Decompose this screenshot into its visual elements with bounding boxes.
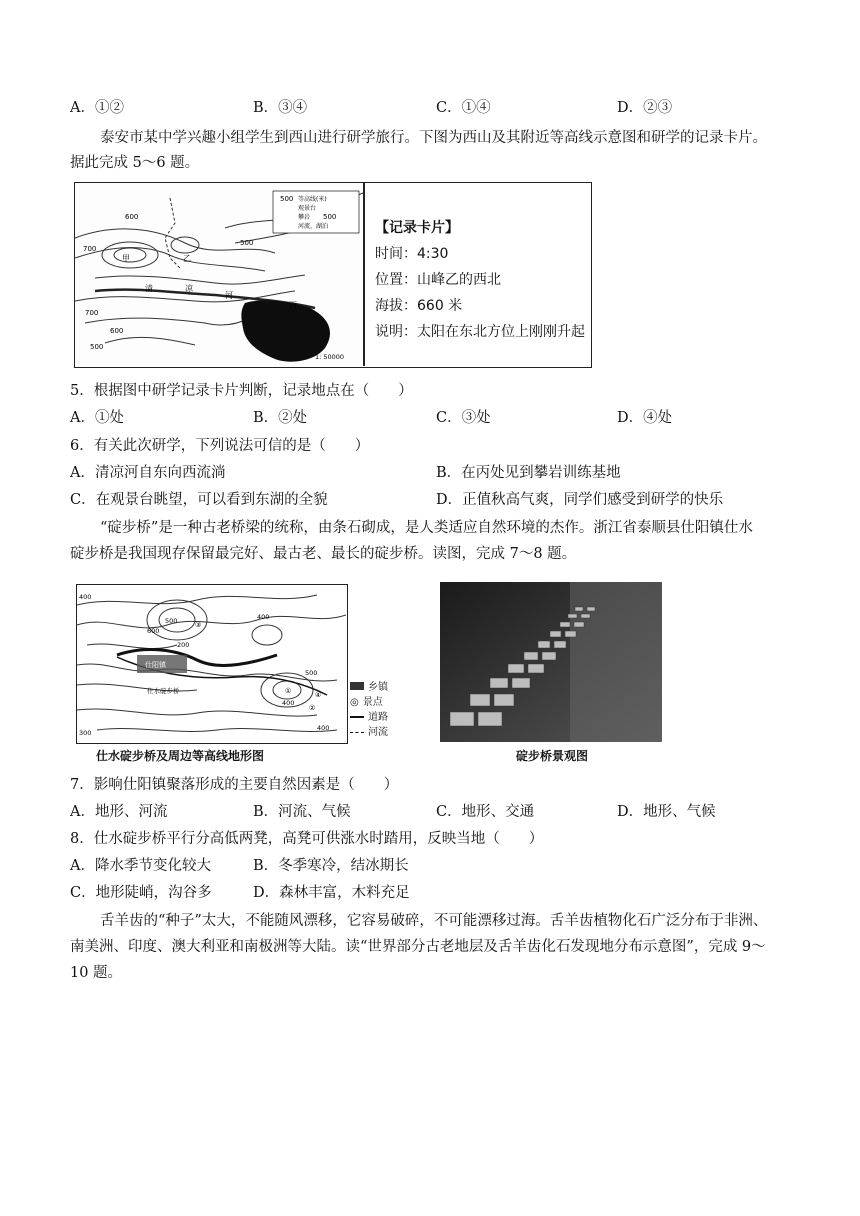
bridge-label: 仕水碇步桥 bbox=[147, 687, 180, 695]
q5-option-b: B．②处 bbox=[253, 410, 308, 426]
intro1-line2: 据此完成 5～6 题。 bbox=[70, 155, 200, 171]
q6-option-b: B．在丙处见到攀岩训练基地 bbox=[436, 465, 621, 481]
divider bbox=[363, 183, 365, 366]
record-card bbox=[375, 215, 585, 345]
q7-option-b: B．河流、气候 bbox=[253, 804, 351, 820]
q4-option-c: C．①④ bbox=[436, 100, 491, 116]
q8-stem: 8．仕水碇步桥平行分高低两凳，高凳可供涨水时踏用，反映当地（ ） bbox=[70, 831, 544, 847]
intro1-line1: 泰安市某中学兴趣小组学生到西山进行研学旅行。下图为西山及其附近等高线示意图和研学的记录卡片。 bbox=[100, 130, 767, 146]
legend-river: 河流 bbox=[368, 727, 388, 738]
legend-spot: 景点 bbox=[362, 697, 383, 708]
contour-map bbox=[75, 183, 363, 366]
q6-option-a: A．清凉河自东向西流淌 bbox=[70, 465, 226, 481]
q6-option-d: D．正值秋高气爽，同学们感受到研学的快乐 bbox=[436, 492, 724, 508]
card-line-location: 位置：山峰乙的西北 bbox=[375, 272, 501, 288]
peak-jia: 甲 bbox=[122, 254, 130, 263]
legend-water: 河流、湖泊 bbox=[298, 223, 329, 230]
contour-label: 500 bbox=[305, 669, 318, 677]
legend-contour: 等高线(米) bbox=[298, 196, 327, 203]
card-line-note: 说明：太阳在东北方位上刚刚升起 bbox=[375, 324, 585, 340]
legend-climb: 攀岩 bbox=[298, 214, 311, 221]
q5-option-a: A．①处 bbox=[70, 410, 124, 426]
contour-label: 600 bbox=[125, 213, 139, 221]
peak-yi: 乙 bbox=[183, 254, 191, 263]
contour-label: 700 bbox=[83, 245, 97, 253]
river-label: 清 bbox=[145, 284, 153, 293]
q8-option-c: C．地形陡峭，沟谷多 bbox=[70, 885, 212, 901]
q7-stem: 7．影响仕阳镇聚落形成的主要自然因素是（ ） bbox=[70, 777, 399, 793]
river-label: 河 bbox=[225, 291, 233, 300]
q7-option-c: C．地形、交通 bbox=[436, 804, 535, 820]
q8-option-d: D．森林丰富，木料充足 bbox=[253, 885, 410, 901]
q5-option-c: C．③处 bbox=[436, 410, 491, 426]
scale-label: 1: 50000 bbox=[315, 353, 345, 361]
q7-option-d: D．地形、气候 bbox=[617, 804, 716, 820]
spot-label: ③ bbox=[195, 621, 202, 629]
card-title: 【记录卡片】 bbox=[375, 220, 459, 236]
intro2-line2: 碇步桥是我国现存保留最完好、最古老、最长的碇步桥。读图，完成 7～8 题。 bbox=[70, 546, 577, 562]
legend-viewpoint: 观景台 bbox=[298, 205, 317, 212]
contour-label: 500 bbox=[90, 343, 104, 351]
card-line-altitude: 海拔：660 米 bbox=[375, 298, 463, 314]
contour-label: 700 bbox=[85, 309, 99, 317]
river-label: 凉 bbox=[185, 284, 193, 293]
contour-label: 600 bbox=[147, 627, 160, 635]
spot-label: ② bbox=[309, 704, 316, 712]
q6-option-c: C．在观景台眺望，可以看到东湖的全貌 bbox=[70, 492, 328, 508]
contour-label: 200 bbox=[177, 641, 190, 649]
spot-label: ④ bbox=[315, 691, 322, 699]
legend-road: 道路 bbox=[368, 712, 388, 723]
contour-label: 600 bbox=[110, 327, 124, 335]
contour-label: 400 bbox=[282, 699, 295, 707]
q8-option-a: A．降水季节变化较大 bbox=[70, 858, 211, 874]
intro3-line3: 10 题。 bbox=[70, 965, 123, 981]
q4-option-d: D．②③ bbox=[617, 100, 673, 116]
figure-westhill bbox=[74, 182, 592, 368]
shishui-contour-map bbox=[76, 584, 348, 744]
contour-label: 500 bbox=[165, 617, 178, 625]
q5-stem: 5．根据图中研学记录卡片判断，记录地点在（ ） bbox=[70, 383, 413, 399]
card-line-time: 时间：4:30 bbox=[375, 246, 449, 262]
intro2-line1: “碇步桥”是一种古老桥梁的统称，由条石砌成，是人类适应自然环境的杰作。浙江省泰顺县仕阳镇仕水 bbox=[100, 520, 753, 536]
q5-option-d: D．④处 bbox=[617, 410, 673, 426]
intro3-line2: 南美洲、印度、澳大利亚和南极洲等大陆。读“世界部分古老地层及舌羊齿化石发现地分布示意图”，完成 9～ bbox=[70, 939, 766, 955]
legend-town: 乡镇 bbox=[368, 682, 388, 693]
point-bing: 丙 bbox=[289, 301, 297, 310]
q4-option-a: A．①② bbox=[70, 100, 124, 116]
bridge-photo bbox=[440, 582, 662, 742]
contour-label: 300 bbox=[79, 729, 92, 737]
contour-label: 400 bbox=[317, 724, 330, 732]
legend-value: 500 bbox=[280, 195, 294, 203]
contour-label: 400 bbox=[79, 593, 92, 601]
q8-option-b: B．冬季寒冷，结冰期长 bbox=[253, 858, 409, 874]
photo-caption: 碇步桥景观图 bbox=[516, 749, 589, 763]
q7-option-a: A．地形、河流 bbox=[70, 804, 168, 820]
contour-label: 400 bbox=[257, 613, 270, 621]
map2-legend: 乡镇 ◎ 景点 道路 河流 bbox=[350, 682, 388, 738]
map2-caption: 仕水碇步桥及周边等高线地形图 bbox=[96, 749, 265, 763]
q6-stem: 6．有关此次研学，下列说法可信的是（ ） bbox=[70, 438, 370, 454]
intro3-line1: 舌羊齿的“种子”太大，不能随风漂移，它容易破碎，不可能漂移过海。舌羊齿植物化石广泛分布于非洲、 bbox=[100, 913, 768, 929]
contour-label: 500 bbox=[240, 239, 254, 247]
contour-label: 500 bbox=[323, 213, 337, 221]
town-label: 仕阳镇 bbox=[145, 661, 166, 669]
spot-label: ① bbox=[285, 687, 292, 695]
q4-option-b: B．③④ bbox=[253, 100, 308, 116]
